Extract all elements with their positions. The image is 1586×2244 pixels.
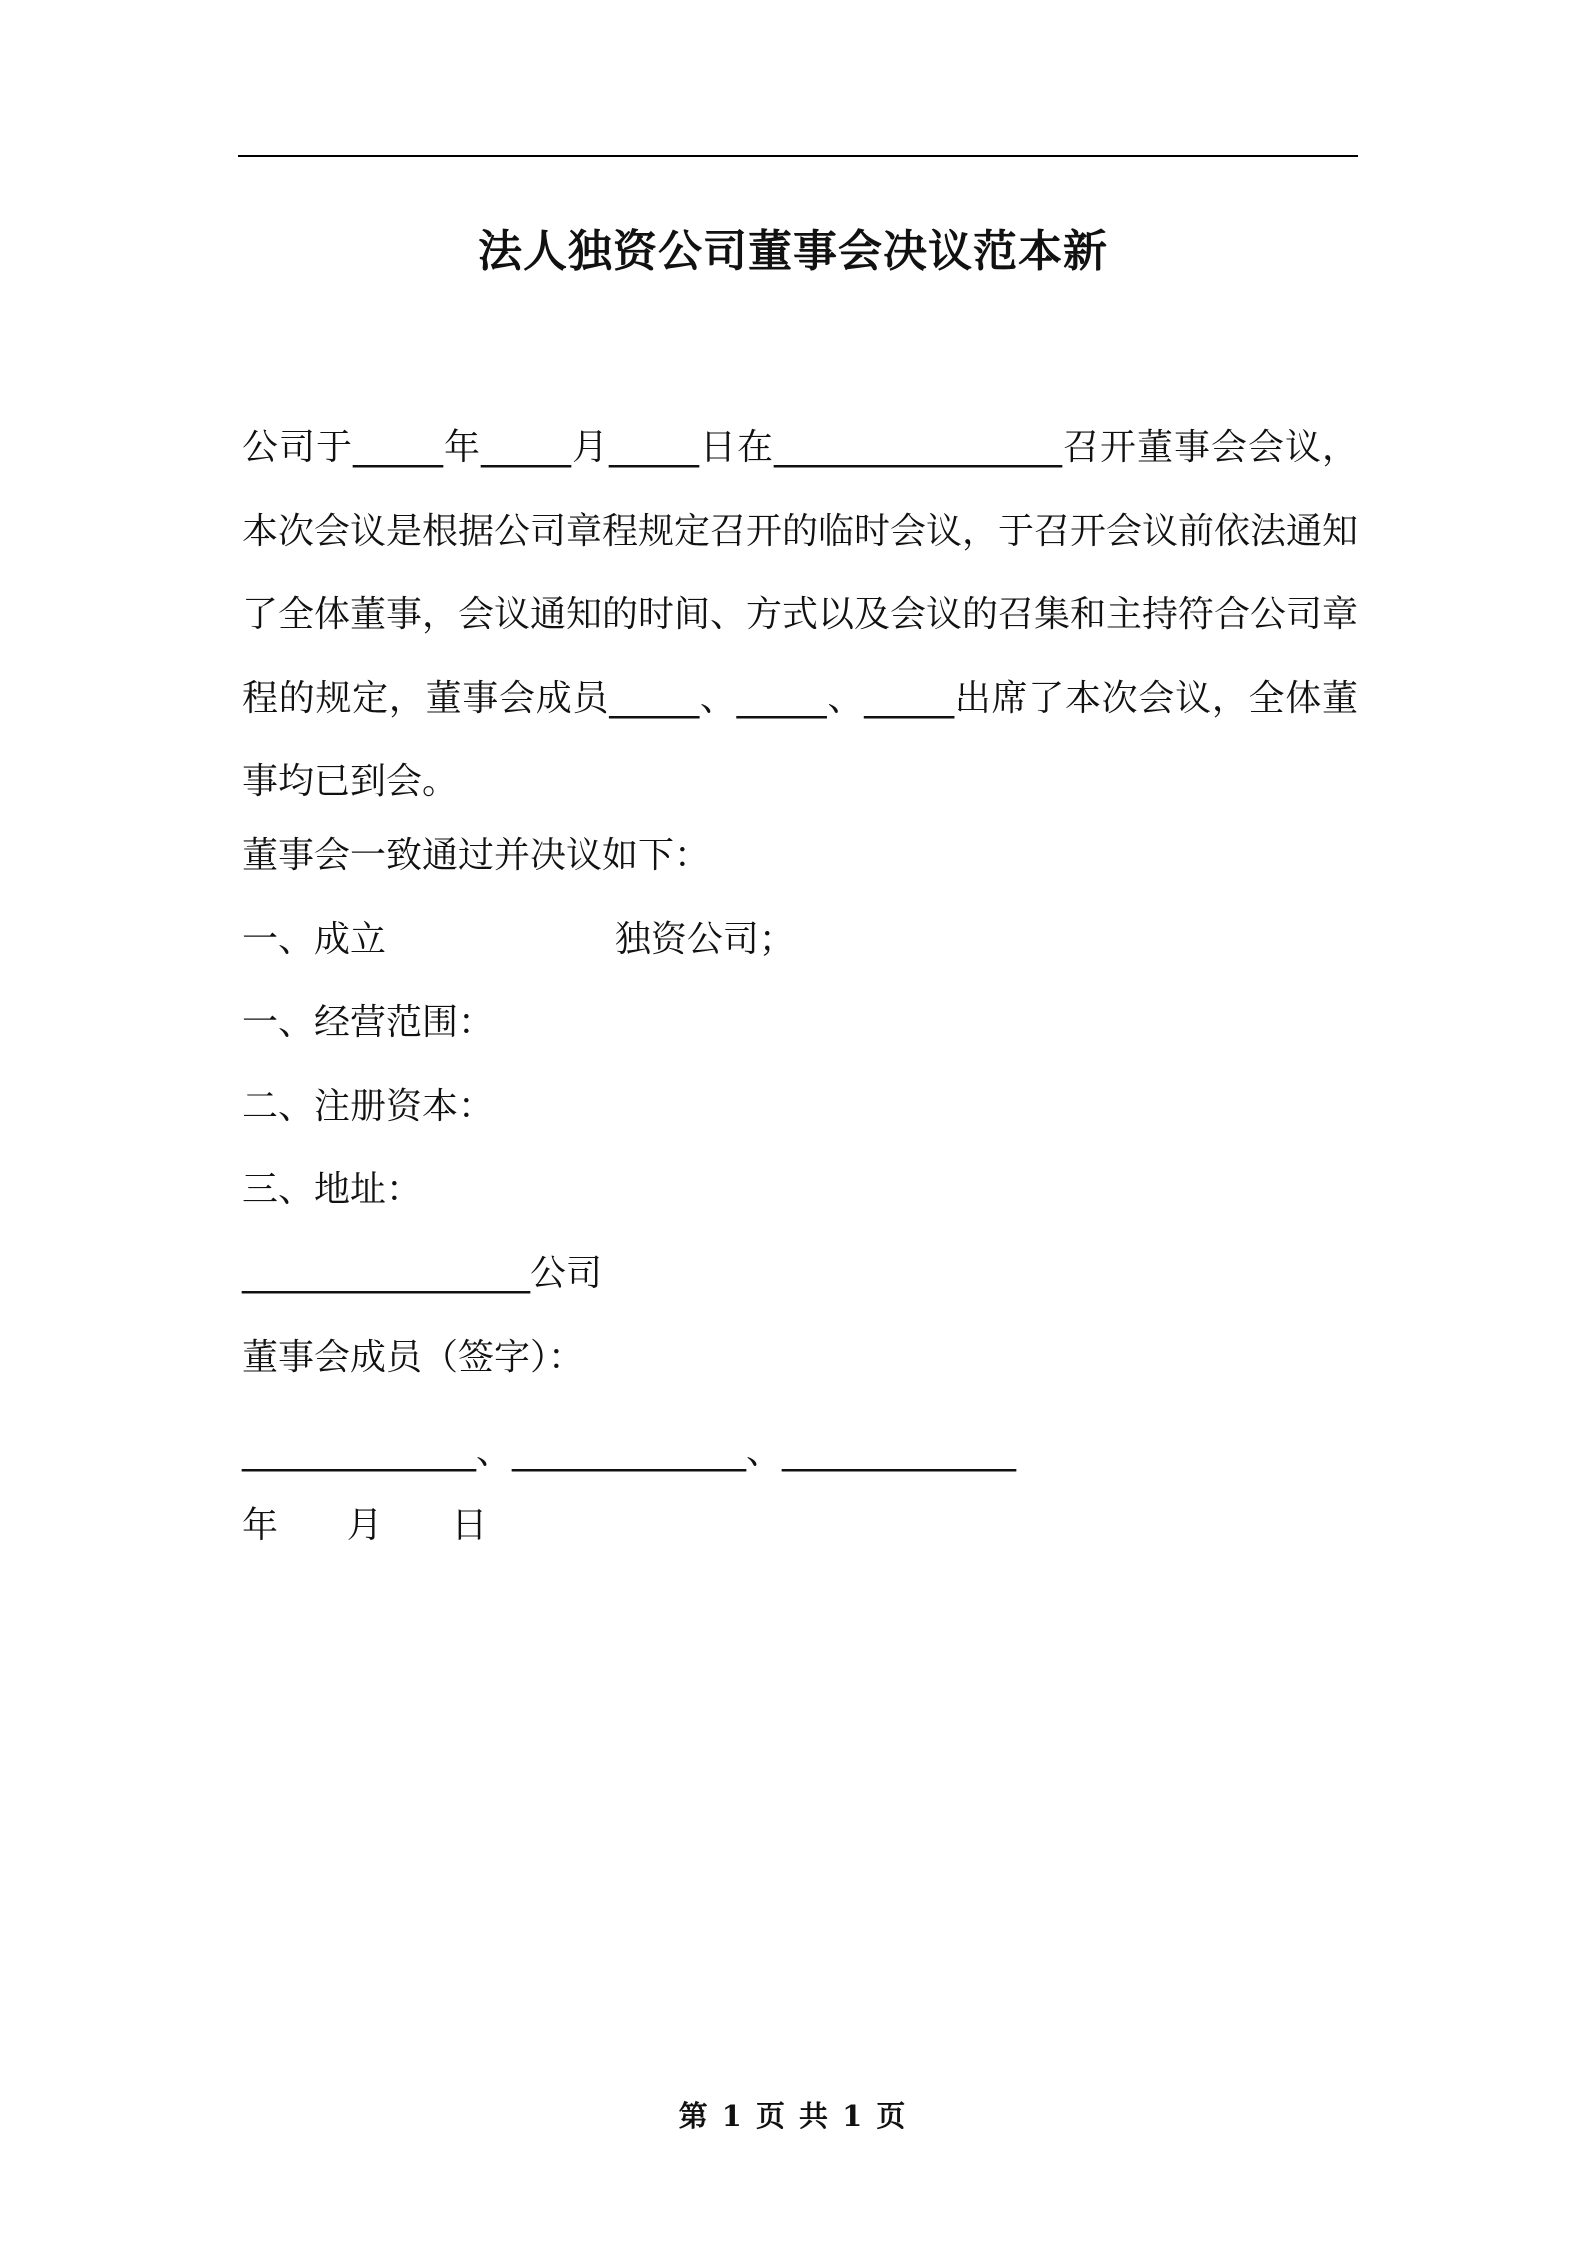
date-line: 年 月 日 (242, 1505, 488, 1546)
signature-blanks: _____________、_____________、_____________ (242, 1431, 1016, 1472)
signature-label: 董事会成员（签字）： (242, 1337, 585, 1378)
document-title: 法人独资公司董事会决议范本新 (478, 226, 1108, 277)
resolution-item-business-scope: 一、经营范围： (242, 1002, 495, 1043)
header-rule (238, 155, 1358, 157)
intro-paragraph: 公司于_____年_____月_____日在________________召开董事会会议，本次会议是根据公司章程规定召开的临时会议，于召开会议前依法通知了全体董事，会议通知的时间、方式以及会议的召集和主持符合公司章程的规定，董事会成员_____、_____、_____出席了本次会议，全体董事均已到会。 (242, 427, 1359, 802)
company-name-line: ________________公司 (242, 1253, 603, 1294)
resolution-item-address: 三、地址： (242, 1169, 423, 1210)
page-number: 第 1 页 共 1 页 (678, 2099, 908, 2133)
resolution-intro: 董事会一致通过并决议如下： (242, 835, 711, 876)
resolution-item-establish: 一、成立 独资公司； (242, 919, 795, 960)
resolution-item-registered-capital: 二、注册资本： (242, 1086, 495, 1127)
